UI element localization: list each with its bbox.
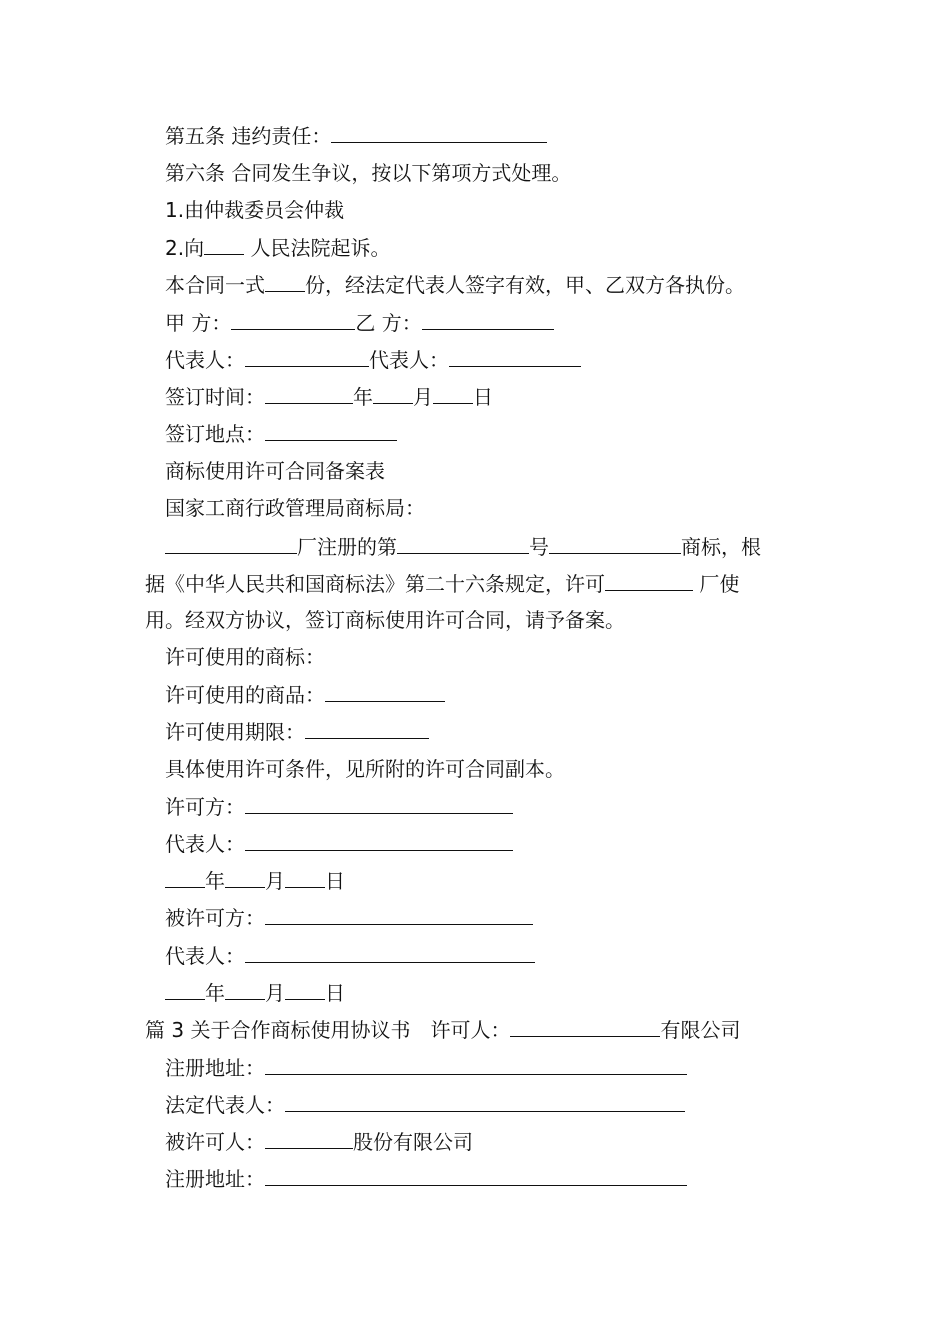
licensor-rep-line [165,829,845,858]
option-2-prefix: 2.向 [165,236,205,260]
reg-address-2-label: 注册地址： [165,1167,265,1191]
party-b-blank[interactable] [422,308,554,330]
conditions-line: 具体使用许可条件，见所附的许可合同副本。 [165,757,565,781]
rep-b-blank[interactable] [449,345,581,367]
date-1-line [165,866,845,895]
option-2-line [165,233,845,262]
licensee-person-label: 被许可人： [165,1130,265,1154]
body-text-2b: 厂使 [693,572,740,596]
legal-rep-label: 法定代表人： [165,1093,285,1117]
licensor-rep-label: 代表人： [165,832,245,856]
body-text-1b: 号 [529,535,549,559]
legal-rep-line [165,1090,845,1119]
date-2-month-blank[interactable] [225,978,265,1000]
option-2-suffix: 人民法院起诉。 [244,236,391,260]
sign-place-label: 签订地点： [165,422,265,446]
legal-rep-blank[interactable] [285,1090,685,1112]
sign-day-blank[interactable] [433,382,473,404]
date-2-day-blank[interactable] [285,978,325,1000]
court-blank[interactable] [204,233,244,255]
licensor-company-blank[interactable] [510,1015,660,1037]
date-1-year-blank[interactable] [165,866,205,888]
licensed-term-blank[interactable] [305,717,429,739]
rep-a-blank[interactable] [245,345,369,367]
article-5-line [165,121,845,150]
sign-month-blank[interactable] [373,382,413,404]
sign-place-line [165,419,845,448]
date-1-month-label: 月 [265,869,285,893]
addressee-line: 国家工商行政管理局商标局： [165,496,425,520]
sign-place-blank[interactable] [265,419,397,441]
article-6-line: 第六条 合同发生争议，按以下第项方式处理。 [165,161,572,185]
body-line-1 [165,532,845,561]
licensed-goods-line [165,680,845,709]
date-2-year-blank[interactable] [165,978,205,1000]
sign-day-label: 日 [473,385,493,409]
licensee-person-line [165,1127,845,1156]
licensee-company-suffix: 股份有限公司 [353,1130,473,1154]
date-1-day-blank[interactable] [285,866,325,888]
licensed-term-label: 许可使用期限： [165,720,305,744]
licensee-rep-line [165,941,845,970]
party-a-label: 甲 方： [165,311,232,335]
rep-b-label: 代表人： [369,348,449,372]
licensor-label: 许可方： [165,795,245,819]
sign-time-label: 签订时间： [165,385,265,409]
body-text-1a: 厂注册的第 [297,535,397,559]
licensed-goods-blank[interactable] [325,680,445,702]
licensed-term-line [165,717,845,746]
sign-year-label: 年 [353,385,373,409]
licensee-rep-label: 代表人： [165,944,245,968]
licensor-company-suffix: 有限公司 [660,1018,741,1042]
option-1-line: 1.由仲裁委员会仲裁 [165,198,345,222]
reg-address-1-blank[interactable] [265,1053,687,1075]
date-2-year-label: 年 [205,981,225,1005]
body-text-1c: 商标，根 [681,535,761,559]
licensor-person-label: 许可人： [430,1018,511,1042]
licensed-mark-line: 许可使用的商标： [165,645,325,669]
licensor-line [165,792,845,821]
reps-line [165,345,845,374]
article-5-label: 第五条 违约责任： [165,124,332,148]
copies-prefix: 本合同一式 [165,273,265,297]
licensee-rep-blank[interactable] [245,941,535,963]
licensor-blank[interactable] [245,792,513,814]
licensee-line [165,903,845,932]
copies-suffix: 份，经法定代表人签字有效，甲、乙双方各执份。 [305,273,745,297]
reg-address-1-line [165,1053,845,1082]
licensee-company-blank[interactable] [265,1127,353,1149]
reg-address-2-blank[interactable] [265,1164,687,1186]
factory-blank[interactable] [165,532,297,554]
sign-month-label: 月 [413,385,433,409]
party-a-blank[interactable] [231,308,355,330]
copies-blank[interactable] [265,270,305,292]
form-title: 商标使用许可合同备案表 [165,459,385,483]
copies-line [165,270,845,299]
date-2-month-label: 月 [265,981,285,1005]
party-b-label: 乙 方： [355,311,422,335]
date-1-year-label: 年 [205,869,225,893]
date-1-month-blank[interactable] [225,866,265,888]
registration-no-blank[interactable] [397,532,529,554]
licensee-blank[interactable] [265,903,533,925]
licensee-factory-blank[interactable] [605,569,693,591]
breach-liability-blank[interactable] [331,121,547,143]
section-3-title: 篇 3 关于合作商标使用协议书 [145,1018,411,1042]
trademark-blank[interactable] [549,532,681,554]
licensed-goods-label: 许可使用的商品： [165,683,325,707]
licensor-rep-blank[interactable] [245,829,513,851]
reg-address-2-line [165,1164,845,1193]
date-2-line [165,978,845,1007]
body-line-3: 用。经双方协议，签订商标使用许可合同，请予备案。 [145,608,625,632]
rep-a-label: 代表人： [165,348,245,372]
body-text-2a: 据《中华人民共和国商标法》第二十六条规定，许可 [145,572,605,596]
sign-year-blank[interactable] [265,382,353,404]
sign-time-line [165,382,845,411]
licensee-label: 被许可方： [165,906,265,930]
section-3-line [145,1015,825,1044]
body-line-2 [145,569,825,598]
reg-address-1-label: 注册地址： [165,1056,265,1080]
parties-line [165,308,845,337]
date-2-day-label: 日 [325,981,345,1005]
date-1-day-label: 日 [325,869,345,893]
